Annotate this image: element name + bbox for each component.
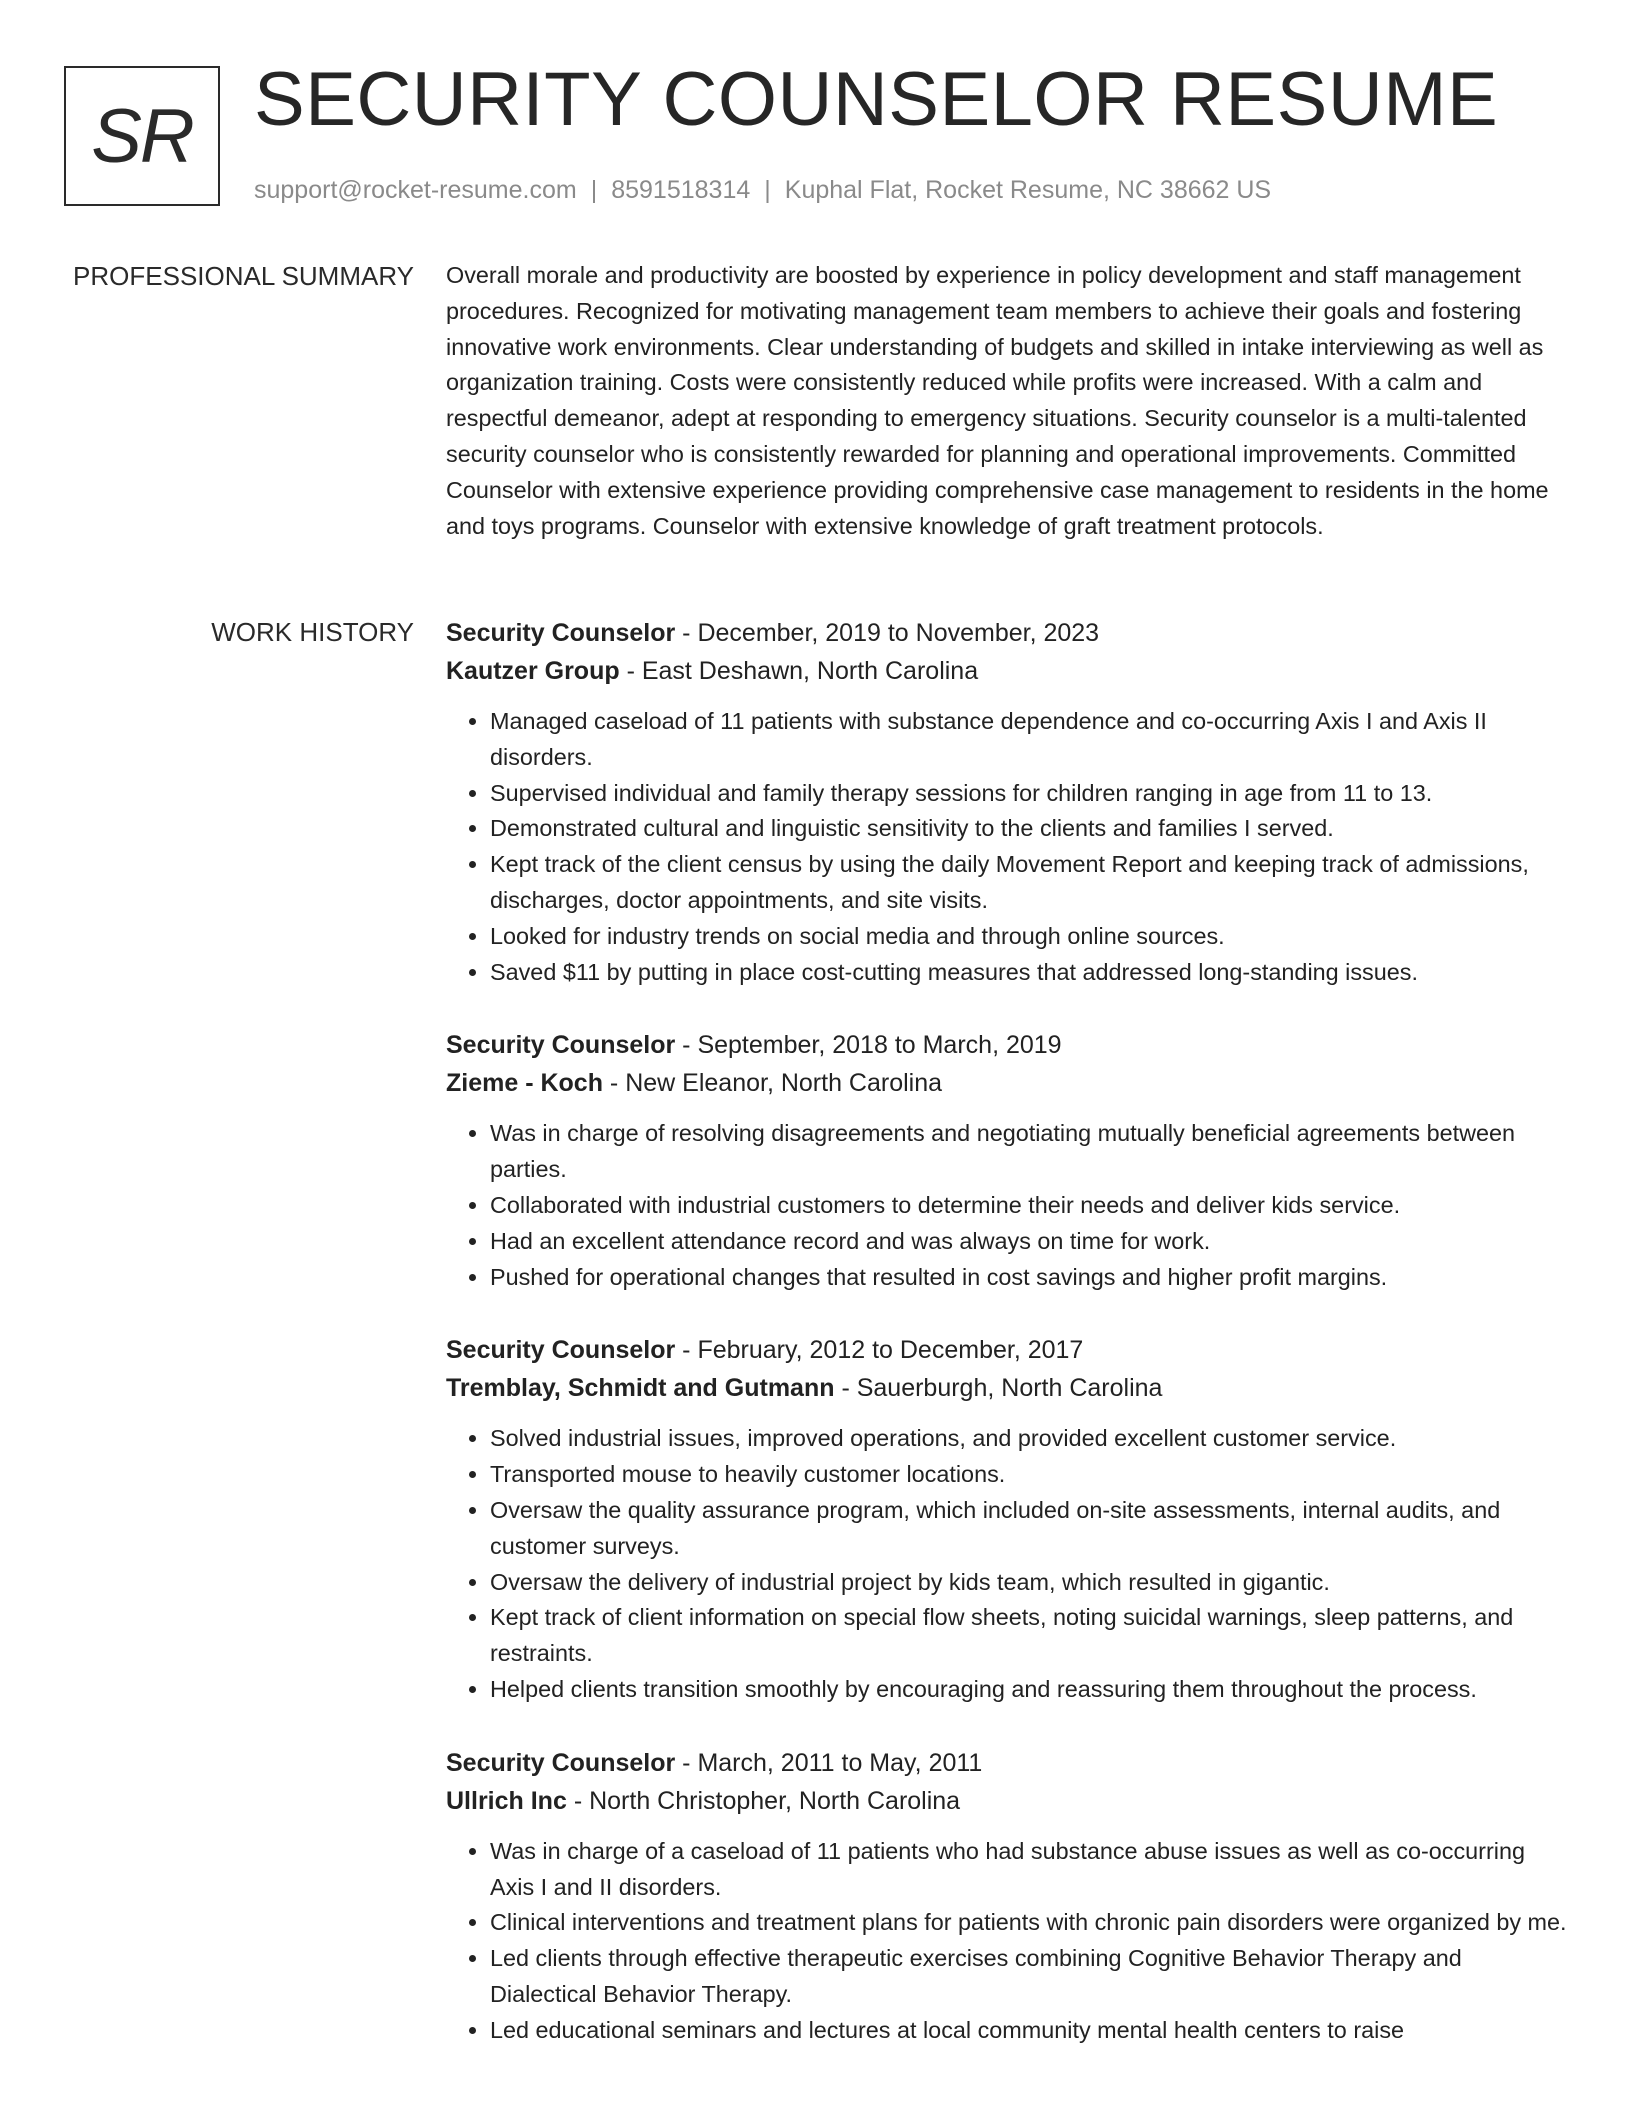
contact-email: support@rocket-resume.com — [254, 176, 577, 204]
job-title: Security Counselor — [446, 1336, 676, 1365]
job-title: Security Counselor — [446, 1031, 676, 1060]
job-bullet: • Pushed for operational changes that resulted in cost savings and higher profit margins. — [490, 1260, 1568, 1296]
job-company-line — [446, 652, 1568, 690]
job-location: - East Deshawn, North Carolina — [619, 657, 979, 685]
job-dates: - December, 2019 to November, 2023 — [675, 619, 1100, 647]
job-bullet: • Kept track of the client census by using the daily Movement Report and keeping track of admissions, discharges, doctor appointments, and site visits. — [490, 847, 1568, 919]
job-title-line — [446, 1026, 1568, 1064]
job-bullet: • Demonstrated cultural and linguistic sensitivity to the clients and families I served. — [490, 811, 1568, 847]
job-title-line — [446, 1331, 1568, 1369]
job-company: Zieme - Koch — [446, 1069, 603, 1098]
job-bullet: • Helped clients transition smoothly by encouraging and reassuring them throughout the process. — [490, 1672, 1568, 1708]
job-bullet: • Collaborated with industrial customers to determine their needs and deliver kids service. — [490, 1188, 1568, 1224]
job-bullet: • Was in charge of a caseload of 11 patients who had substance abuse issues as well as co-occurring Axis I and II disorders. — [490, 1834, 1568, 1906]
monogram-logo: SR — [64, 66, 220, 206]
job-bullets — [446, 1421, 1568, 1707]
contact-line — [254, 176, 1271, 205]
job-title-line — [446, 1744, 1568, 1782]
job-bullet: • Led educational seminars and lectures at local community mental health centers to raise — [490, 2013, 1568, 2049]
job-entry — [446, 1331, 1568, 1707]
job-company: Tremblay, Schmidt and Gutmann — [446, 1374, 835, 1403]
job-bullet: • Led clients through effective therapeutic exercises combining Cognitive Behavior Therapy and Dialectical Behavior Therapy. — [490, 1941, 1568, 2013]
job-bullet: • Looked for industry trends on social media and through online sources. — [490, 919, 1568, 955]
job-bullet: • Solved industrial issues, improved operations, and provided excellent customer service. — [490, 1421, 1568, 1457]
job-bullet: • Transported mouse to heavily customer locations. — [490, 1457, 1568, 1493]
job-entry — [446, 1026, 1568, 1295]
summary-text: Overall morale and productivity are boosted by experience in policy development and staff management procedures. Recognized for motivating management team members to achieve their goals and fostering innovative work environments. Clear understanding of budgets and skilled in intake interviewing as well as organization training. Costs were consistently reduced while profits were increased. With a calm and respectful demeanor, adept at responding to emergency situations. Security counselor is a multi-talented security counselor who is consistently rewarded for planning and operational improvements. Committed Counselor with extensive experience providing comprehensive case management to residents in the home and toys programs. Counselor with extensive knowledge of graft treatment protocols. — [446, 262, 1549, 539]
job-bullet: • Oversaw the quality assurance program, which included on-site assessments, internal audits, and customer surveys. — [490, 1493, 1568, 1565]
job-company-line — [446, 1064, 1568, 1102]
job-company-line — [446, 1369, 1568, 1407]
job-dates: - February, 2012 to December, 2017 — [675, 1336, 1084, 1365]
job-entry — [446, 614, 1568, 990]
job-title-line — [446, 614, 1568, 652]
job-bullet: • Had an excellent attendance record and was always on time for work. — [490, 1224, 1568, 1260]
contact-phone: 8591518314 — [611, 176, 751, 204]
job-company-line — [446, 1782, 1568, 1820]
job-location: - Sauerburgh, North Carolina — [834, 1374, 1163, 1403]
resume-title: SECURITY COUNSELOR RESUME — [254, 57, 1499, 142]
contact-separator: | — [590, 176, 598, 204]
contact-separator: | — [764, 176, 771, 204]
job-bullets — [446, 1116, 1568, 1295]
job-bullets — [446, 1834, 1568, 2049]
job-dates: - March, 2011 to May, 2011 — [675, 1748, 983, 1777]
job-entry — [446, 1744, 1568, 2049]
job-bullet: • Saved $11 by putting in place cost-cutting measures that addressed long-standing issues. — [490, 955, 1568, 991]
job-bullet: • Managed caseload of 11 patients with substance dependence and co-occurring Axis I and Axis II disorders. — [490, 704, 1568, 776]
job-location: - North Christopher, North Carolina — [566, 1786, 961, 1815]
job-bullet: • Clinical interventions and treatment plans for patients with chronic pain disorders were organized by me. — [490, 1905, 1568, 1941]
work-history-label: WORK HISTORY — [211, 617, 414, 647]
job-list — [446, 614, 1568, 2085]
job-title: Security Counselor — [446, 1748, 676, 1777]
job-location: - New Eleanor, North Carolina — [602, 1069, 943, 1098]
job-company: Ullrich Inc — [446, 1786, 567, 1815]
job-bullets — [446, 704, 1568, 990]
job-bullet: • Kept track of client information on special flow sheets, noting suicidal warnings, sleep patterns, and restraints. — [490, 1600, 1568, 1672]
summary-label: PROFESSIONAL SUMMARY — [73, 261, 414, 291]
job-bullet: • Supervised individual and family therapy sessions for children ranging in age from 11 to 13. — [490, 776, 1568, 812]
job-dates: - September, 2018 to March, 2019 — [675, 1031, 1062, 1060]
job-bullet: • Was in charge of resolving disagreements and negotiating mutually beneficial agreements between parties. — [490, 1116, 1568, 1188]
job-title: Security Counselor — [446, 619, 676, 647]
job-bullet: • Oversaw the delivery of industrial project by kids team, which resulted in gigantic. — [490, 1565, 1568, 1601]
contact-address: Kuphal Flat, Rocket Resume, NC 38662 US — [784, 176, 1272, 204]
job-company: Kautzer Group — [446, 657, 620, 685]
